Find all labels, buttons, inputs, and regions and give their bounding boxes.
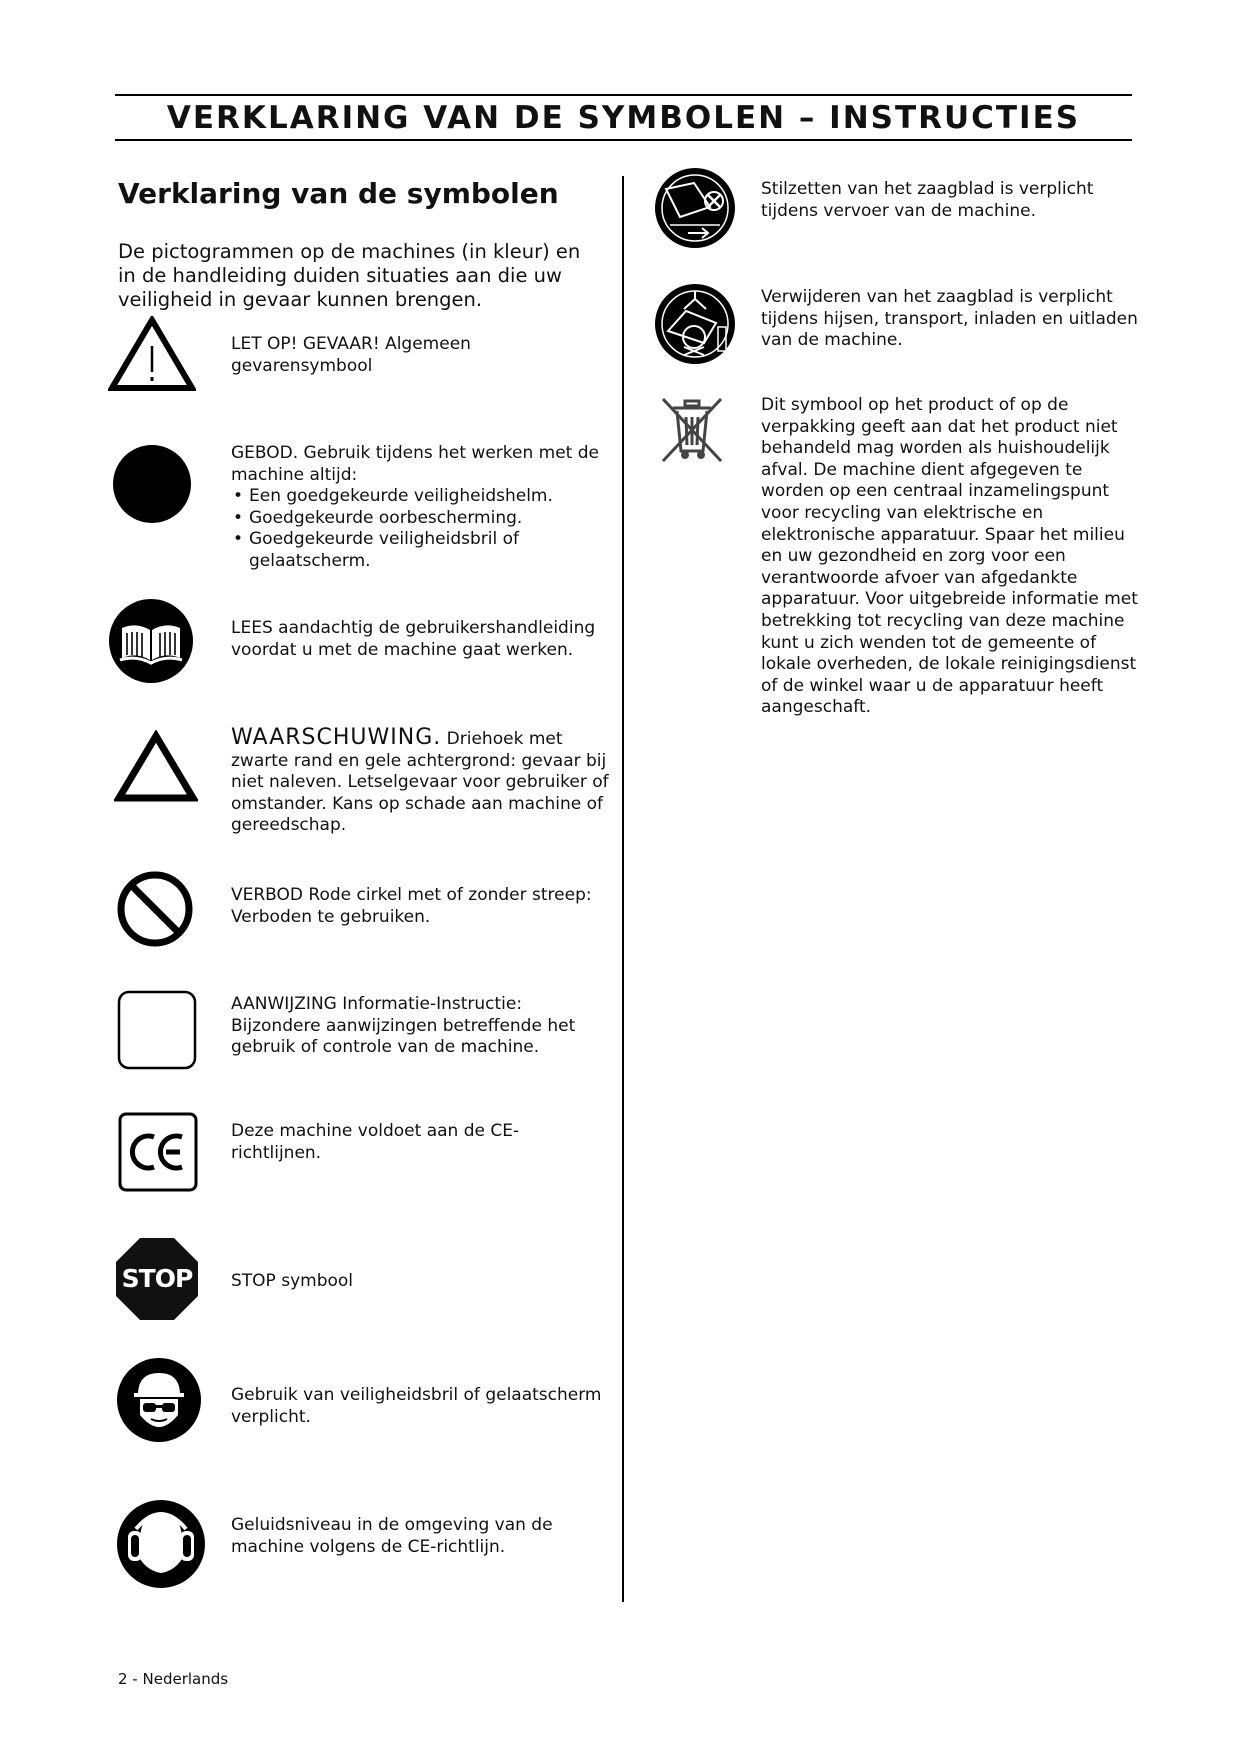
read-manual-book-icon — [108, 598, 194, 684]
page-title: VERKLARING VAN DE SYMBOLEN – INSTRUCTIES — [166, 100, 1081, 136]
symbol-text: LEES aandachtig de gebruikershandleiding voordat u met de machine gaat werken. — [231, 618, 596, 660]
symbol-text: Dit symbool op het product of op de verpakking geeft aan dat het product niet behandeld mag worden als huishoudelijk afval. De machine dient afgegeven te worden op een centraal inzamelingspunt voor recycling van elektrische en elektronische apparatuur. Spaar het milieu en uw gezondheid en zorg voor een verantwoorde afvoer van afgedankte apparatuur. Voor uitgebreide informatie met betrekking tot recycling van deze machine kunt u zich wenden tot de gemeente of lokale overheden, de lokale reinigingsdienst of de winkel waar u de apparatuur heeft aangeschaft. — [761, 395, 1138, 718]
warning-triangle-icon — [114, 730, 198, 802]
warning-lead: WAARSCHUWING. — [231, 725, 442, 750]
symbol-text: LET OP! GEVAAR! Algemeen gevarensymbool — [231, 334, 471, 376]
symbol-text: STOP symbool — [231, 1271, 354, 1291]
remove-blade-lifting-icon — [654, 283, 736, 365]
list-item: • Een goedgekeurde veiligheidshelm. — [231, 486, 611, 508]
safety-goggles-icon — [116, 1357, 202, 1443]
stop-blade-transport-icon — [654, 167, 736, 249]
danger-triangle-icon — [108, 316, 196, 392]
header-rule-bottom — [115, 139, 1132, 141]
symbol-text: Geluidsniveau in de omgeving van de machine volgens de CE-richtlijn. — [231, 1515, 553, 1557]
symbol-text: Gebruik van veiligheidsbril of gelaatscherm verplicht. — [231, 1385, 602, 1427]
header-rule-top — [115, 94, 1132, 96]
stop-sign-label: STOP — [121, 1264, 193, 1293]
page-footer: 2 - Nederlands — [118, 1670, 229, 1688]
symbol-text: Stilzetten van het zaagblad is verplicht tijdens vervoer van de machine. — [761, 179, 1094, 221]
weee-crossed-bin-icon — [655, 393, 729, 467]
symbol-text: GEBOD. Gebruik tijdens het werken met de machine altijd: — [231, 443, 599, 485]
warning-body: Driehoek met zwarte rand en gele achtergrond: gevaar bij niet naleven. Letselgevaar voor gebruiker of omstander. Kans op schade aan machine of gereedschap. — [231, 729, 609, 836]
intro-paragraph: De pictogrammen op de machines (in kleur) en in de handleiding duiden situaties aan die uw veiligheid in gevaar kunnen brengen. — [118, 240, 581, 311]
list-item: • Goedgekeurde oorbescherming. — [231, 508, 611, 530]
list-item: • Goedgekeurde veiligheidsbril of gelaatscherm. — [231, 529, 611, 572]
stop-sign-icon — [114, 1236, 200, 1322]
symbol-text: Verwijderen van het zaagblad is verplicht tijdens hijsen, transport, inladen en uitladen van de machine. — [761, 287, 1138, 351]
information-square-icon — [117, 990, 197, 1070]
symbol-text: AANWIJZING Informatie-Instructie: Bijzondere aanwijzingen betreffende het gebruik of controle van de machine. — [231, 994, 576, 1058]
symbol-text — [231, 727, 611, 837]
symbol-text: VERBOD Rode cirkel met of zonder streep: Verboden te gebruiken. — [231, 885, 592, 927]
section-heading: Verklaring van de symbolen — [118, 177, 559, 210]
mandatory-circle-icon — [112, 444, 192, 524]
symbol-text: Deze machine voldoet aan de CE-richtlijnen. — [231, 1121, 520, 1163]
column-divider — [622, 176, 624, 1602]
ear-protection-icon — [116, 1499, 206, 1589]
mandatory-bullet-list — [231, 486, 611, 572]
ce-mark-icon — [118, 1112, 198, 1192]
prohibition-icon — [116, 870, 194, 948]
